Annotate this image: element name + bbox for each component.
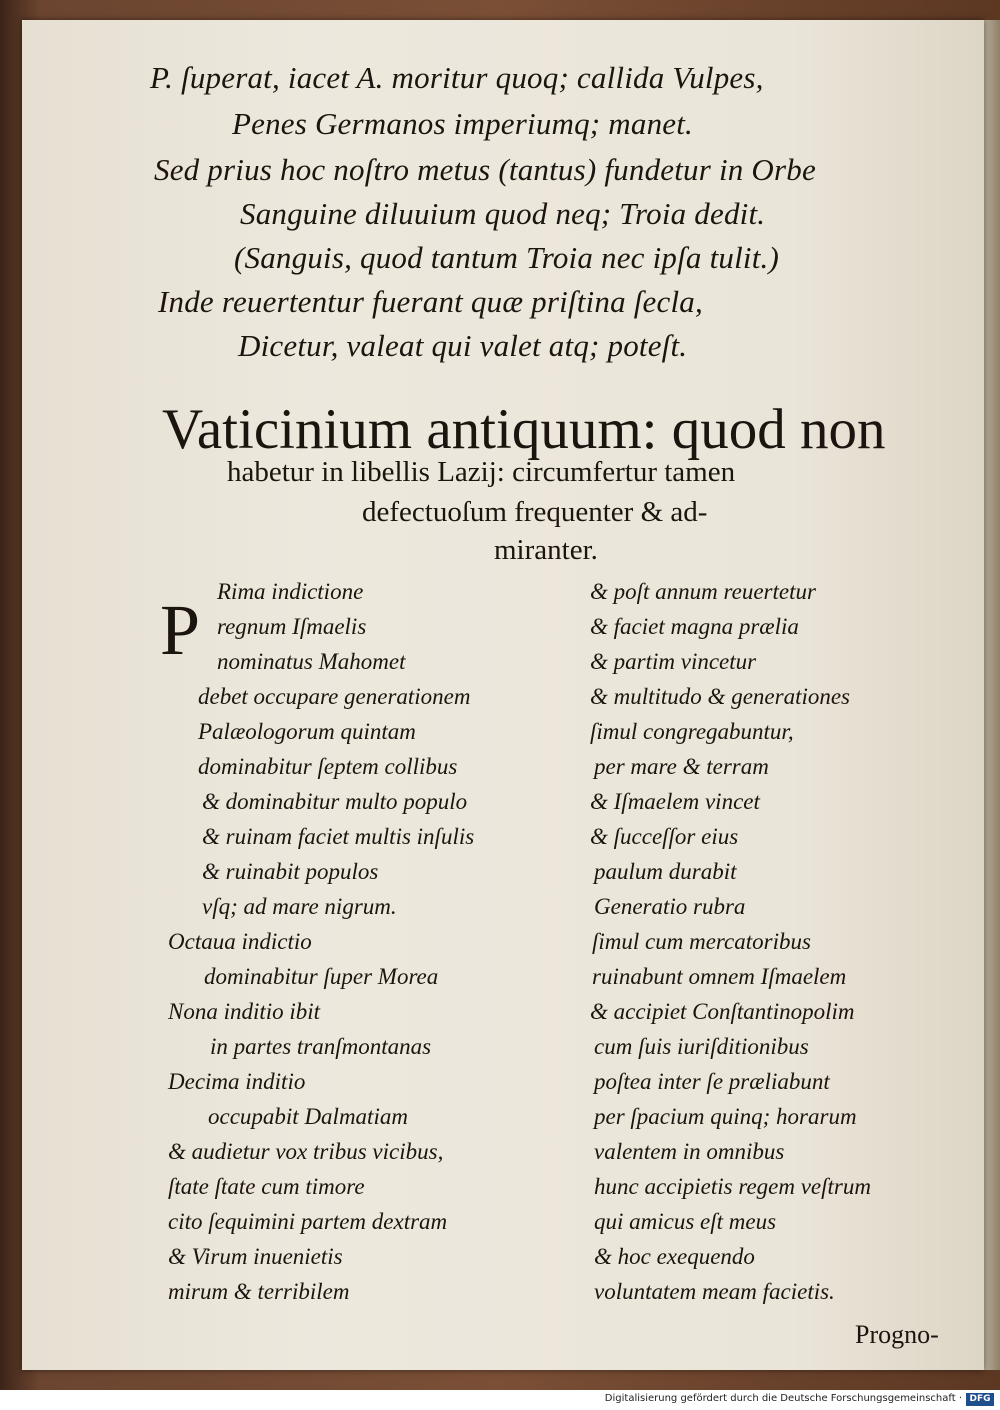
verse-line: P. ſuperat, iacet A. moritur quoq; callida Vulpes, [150, 60, 764, 95]
prophecy-line: per ſpacium quinq; horarum [594, 1104, 857, 1129]
prophecy-line: & partim vincetur [590, 649, 757, 674]
prophecy-line: ſtate ſtate cum timore [168, 1174, 365, 1199]
prophecy-line: mirum & terribilem [168, 1279, 350, 1304]
prophecy-line: & ruinabit populos [202, 859, 379, 884]
prophecy-line: & Iſmaelem vincet [590, 789, 760, 814]
prophecy-line: paulum durabit [594, 859, 737, 884]
prophecy-line: & hoc exequendo [594, 1244, 755, 1269]
verse-block [22, 20, 984, 380]
verse-line: Dicetur, valeat qui valet atq; poteſt. [238, 328, 688, 363]
prophecy-line: dominabitur ſuper Morea [204, 964, 439, 989]
prophecy-line: Palæologorum quintam [198, 719, 416, 744]
drop-cap: P [160, 590, 201, 670]
verse-line: Inde reuertentur fuerant quæ priſtina ſecla, [158, 284, 703, 319]
book-page [22, 20, 984, 1370]
prophecy-line: vſq; ad mare nigrum. [202, 894, 397, 919]
prophecy-line: & poſt annum reuertetur [590, 579, 816, 604]
prophecy-line: Decima inditio [168, 1069, 306, 1094]
prophecy-line: ruinabunt omnem Iſmaelem [592, 964, 847, 989]
prophecy-line: Nona inditio ibit [168, 999, 321, 1024]
prophecy-line: cito ſequimini partem dextram [168, 1209, 448, 1234]
heading-subtitle-line: habetur in libellis Lazij: circumfertur tamen [227, 456, 736, 488]
prophecy-line: & multitudo & generationes [590, 684, 851, 709]
prophecy-line: ſimul cum mercatoribus [592, 929, 811, 954]
prophecy-line: & faciet magna prælia [590, 614, 799, 639]
verse-line: Penes Germanos imperiumq; manet. [232, 106, 693, 141]
dfg-logo: DFG [966, 1393, 994, 1406]
prophecy-line: & ſucceſſor eius [590, 824, 739, 849]
prophecy-line: & audietur vox tribus vicibus, [168, 1139, 444, 1164]
prophecy-line: nominatus Mahomet [217, 649, 406, 674]
prophecy-line: per mare & terram [594, 754, 769, 779]
verse-line: Sanguine diluuium quod neq; Troia dedit. [240, 196, 766, 231]
prophecy-line: debet occupare generationem [198, 684, 471, 709]
prophecy-line: Octaua indictio [168, 929, 312, 954]
prophecy-line: & ruinam faciet multis inſulis [202, 824, 475, 849]
prophecy-line: voluntatem meam facietis. [594, 1279, 835, 1304]
prophecy-line: cum ſuis iuriſditionibus [594, 1034, 809, 1059]
heading-subtitle-line: defectuoſum frequenter & ad- [362, 496, 708, 528]
verse-line: Sed prius hoc noſtro metus (tantus) fundetur in Orbe [154, 152, 816, 187]
prophecy-line: regnum Iſmaelis [217, 614, 367, 639]
prophecy-line: poſtea inter ſe præliabunt [594, 1069, 830, 1094]
prophecy-line: Generatio rubra [594, 894, 746, 919]
prophecy-line: qui amicus eſt meus [594, 1209, 777, 1234]
prophecy-line: ſimul congregabuntur, [590, 719, 794, 744]
prophecy-line: hunc accipietis regem veſtrum [594, 1174, 871, 1199]
verse-line: (Sanguis, quod tantum Troia nec ipſa tulit.) [234, 240, 779, 275]
prophecy-line: in partes tranſmontanas [210, 1034, 432, 1059]
page-edge [984, 20, 1000, 1370]
heading-title: Vaticinium antiquum: quod non [162, 398, 886, 461]
heading-subtitle-line: miranter. [494, 534, 598, 566]
prophecy-line: occupabit Dalmatiam [208, 1104, 408, 1129]
prophecy-line: & Virum inuenietis [168, 1244, 343, 1269]
digitization-footer [0, 1390, 1000, 1410]
catchword: Progno- [855, 1320, 939, 1349]
prophecy-line: & dominabitur multo populo [202, 789, 468, 814]
footer-credit: Digitalisierung gefördert durch die Deutsche Forschungsgemeinschaft · [604, 1393, 962, 1404]
prophecy-line: valentem in omnibus [594, 1139, 785, 1164]
prophecy-line: dominabitur ſeptem collibus [198, 754, 458, 779]
prophecy-line: & accipiet Conſtantinopolim [590, 999, 855, 1024]
prophecy-line: Rima indictione [217, 579, 364, 604]
